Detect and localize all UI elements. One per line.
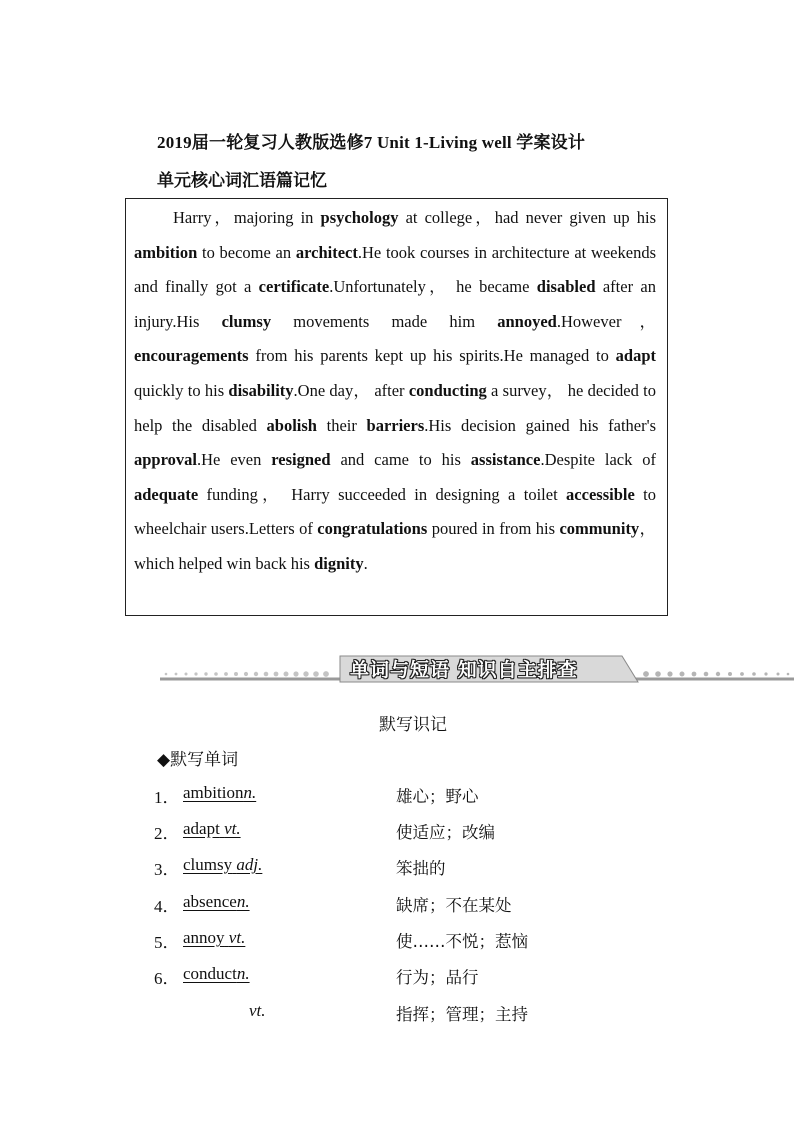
section-banner-label: 单词与短语 知识自主排查	[350, 659, 578, 681]
passage-keyword: resigned	[271, 450, 331, 470]
passage-span: movements made him	[271, 311, 498, 331]
passage-span: to become an	[197, 242, 296, 262]
vocab-number: 1．	[154, 788, 180, 807]
section-title: 默写识记	[379, 715, 447, 735]
passage-keyword: disability	[228, 380, 294, 400]
vocab-meaning: 缺席；不在某处	[396, 896, 512, 915]
vocab-number: 2．	[154, 824, 180, 843]
vocab-word: ambitionn.	[183, 783, 257, 802]
vocab-number: 3．	[154, 860, 180, 879]
passage-span: from his parents kept up his spirits.He managed to	[248, 346, 616, 366]
passage-keyword: adapt	[615, 346, 656, 366]
vocab-pos: n.	[236, 964, 250, 983]
vocab-row	[154, 964, 714, 994]
vocab-pos: vt.	[228, 928, 246, 947]
vocab-row	[154, 1001, 714, 1031]
subsection-heading: ◆默写单词	[157, 750, 239, 770]
passage-keyword: disabled	[536, 277, 596, 297]
passage-span: a survey， he decided to help the disabled	[134, 380, 656, 435]
vocab-word: absencen.	[183, 892, 250, 911]
vocab-meaning: 雄心；野心	[396, 787, 479, 806]
passage-keyword: architect	[295, 242, 358, 262]
passage-keyword: clumsy	[221, 311, 272, 331]
vocab-row	[154, 928, 714, 958]
passage-keyword: accessible	[566, 484, 635, 504]
passage-span: poured in from his	[427, 519, 560, 539]
vocab-pos: n.	[236, 892, 250, 911]
passage-span: .Despite lack of	[540, 450, 657, 470]
vocab-word: adapt vt.	[183, 819, 241, 838]
passage-keyword: psychology	[320, 208, 399, 227]
passage-span: and came to his	[330, 450, 471, 470]
passage-box	[125, 198, 668, 616]
vocab-meaning: 笨拙的	[396, 859, 446, 878]
passage-span: quickly to his	[134, 380, 229, 400]
passage-keyword: congratulations	[317, 519, 428, 539]
passage-keyword: community	[559, 519, 640, 539]
passage-keyword: assistance	[470, 450, 541, 470]
vocab-row	[154, 783, 714, 813]
passage-keyword: certificate	[258, 277, 330, 297]
passage-span: .One day， after	[293, 380, 409, 400]
vocab-number: 4．	[154, 897, 180, 916]
vocab-row	[154, 855, 714, 885]
passage-keyword: ambition	[134, 242, 198, 262]
passage-span: .Unfortunately， he became	[329, 277, 537, 297]
banner-dots-right	[643, 671, 789, 677]
document-subtitle: 单元核心词汇语篇记忆	[157, 171, 327, 190]
vocab-meaning: 行为；品行	[396, 968, 479, 987]
vocab-meaning: 使适应；改编	[396, 823, 495, 842]
vocab-meaning: 指挥；管理；主持	[396, 1005, 528, 1024]
vocab-pos: vt.	[224, 819, 241, 838]
passage-keyword: dignity	[314, 553, 364, 573]
vocab-pos: adj.	[236, 855, 263, 874]
passage-keyword: barriers	[366, 415, 425, 435]
passage-keyword: approval	[134, 450, 197, 470]
passage-text	[134, 201, 656, 582]
passage-span: .He took courses in architecture at weekends and finally got a	[134, 242, 657, 297]
vocab-word: clumsy adj.	[183, 855, 263, 874]
passage-keyword: abolish	[266, 415, 317, 435]
vocab-row	[154, 892, 714, 922]
vocab-meaning: 使……不悦；惹恼	[396, 932, 528, 951]
passage-span: Harry，majoring in	[134, 208, 321, 227]
vocab-pos: vt.	[249, 1001, 266, 1020]
passage-span: .However，	[556, 311, 656, 331]
vocab-number: 6．	[154, 969, 180, 988]
passage-keyword: encouragements	[134, 346, 249, 366]
passage-span: to wheelchair users.Letters of	[134, 484, 656, 539]
passage-span: at college，had never given up his	[398, 208, 656, 227]
passage-span: their	[316, 415, 367, 435]
passage-span: .	[363, 553, 368, 573]
vocab-row	[154, 819, 714, 849]
passage-keyword: conducting	[408, 380, 487, 400]
vocab-pos: n.	[243, 783, 257, 802]
vocab-number: 5．	[154, 933, 180, 952]
vocab-word: conductn.	[183, 964, 250, 983]
document-title: 2019届一轮复习人教版选修7 Unit 1-Living well 学案设计	[157, 133, 586, 152]
passage-span: .His decision gained his father's	[424, 415, 656, 435]
passage-span: funding， Harry succeeded in designing a toilet	[198, 484, 567, 504]
vocab-word: annoy vt.	[183, 928, 246, 947]
passage-keyword: annoyed	[497, 311, 557, 331]
passage-span: ，which helped win back his	[134, 519, 656, 573]
banner-dots-left	[165, 671, 329, 677]
passage-keyword: adequate	[134, 484, 199, 504]
passage-span: after an injury.His	[134, 277, 656, 331]
passage-span: .He even	[196, 450, 272, 470]
